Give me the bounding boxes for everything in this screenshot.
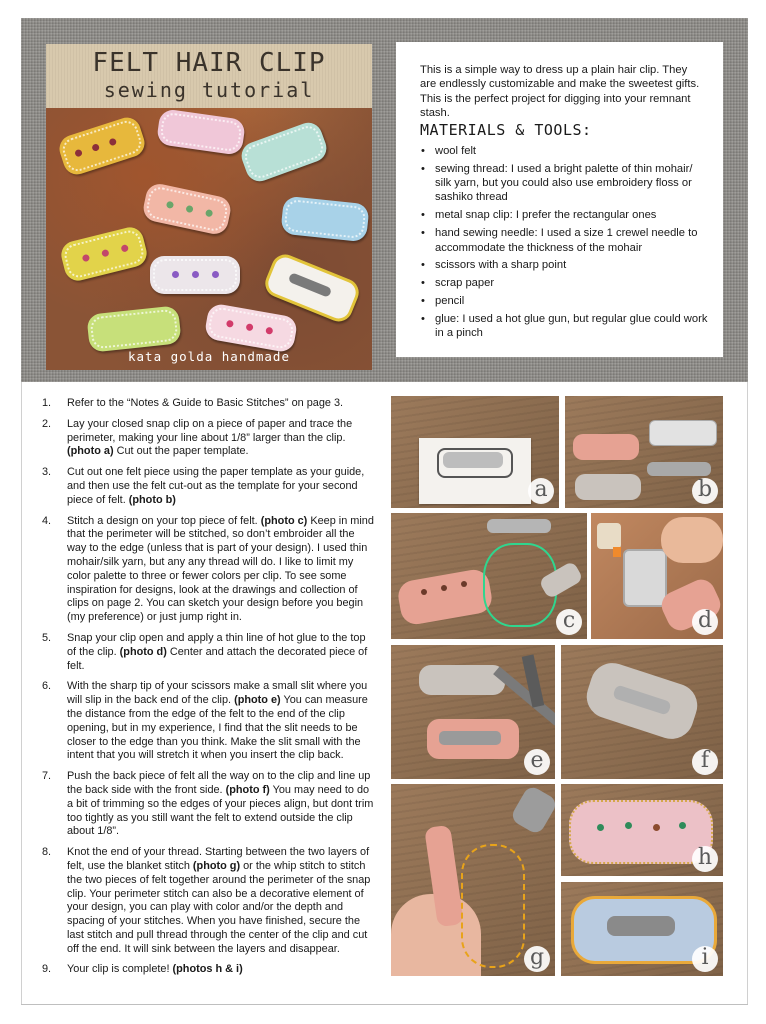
hero-photo [46, 44, 372, 370]
felt-clip-orange [56, 114, 148, 178]
step-item [42, 770, 374, 839]
step-text: Refer to the “Notes & Guide to Basic Stitches” on page 3. [67, 397, 344, 409]
step-number: 8. [42, 846, 52, 859]
materials-item: • scrap paper [420, 276, 710, 290]
intro-panel [396, 42, 723, 357]
photo-a [391, 396, 559, 508]
felt-clip-pink-bottom [204, 302, 299, 353]
photo-e [391, 645, 555, 779]
photo-label-i: i [692, 946, 718, 972]
photo-label-c: c [556, 609, 582, 635]
step-item [42, 466, 374, 507]
materials-list [420, 144, 710, 344]
photo-label-d: d [692, 609, 718, 635]
step-text: With the sharp tip of your scissors make a small slit where you will slip in the back end of the clip. [67, 680, 368, 707]
step-text: Push the back piece of felt all the way on to the clip and line up the back side with the front side. [67, 770, 371, 796]
step-number: 9. [42, 963, 52, 976]
step-number: 2. [42, 417, 52, 430]
photo-reference: (photo e) [234, 694, 281, 707]
step-text: Snap your clip open and apply a thin line of hot glue to the top of the clip. [67, 631, 366, 658]
photo-d [591, 513, 723, 639]
materials-heading: MATERIALS & TOOLS: [420, 121, 592, 139]
page-border-left [21, 382, 22, 1005]
hero-subtitle: sewing tutorial [103, 78, 315, 102]
photo-reference: (photo d) [119, 645, 167, 658]
felt-clip-peach [141, 181, 233, 236]
step-item [42, 632, 374, 673]
step-text: or the whip stitch to stitch the two pieces of felt together around the perimeter of the snap clip. Your perimeter stitch can also be a decorative element of your design, you can play with color and/or the depth and spacing of your stitches. When you have finished, secure the last stitch and pull thread through the center of the clip and cut off the end. It will sink between the layers and disappear. [67, 859, 371, 955]
step-item [42, 418, 374, 459]
step-text: Knot the end of your thread. Starting between the two layers of felt, use the blanket stitch [67, 846, 370, 872]
photo-reference: (photo b) [128, 493, 176, 506]
photo-reference: (photos h & i) [172, 963, 243, 976]
header-band [21, 18, 748, 382]
step-text: Center and attach the decorated piece of felt. [67, 645, 368, 672]
intro-text: This is a simple way to dress up a plain hair clip. They are endlessly customizable and make the sweetest gifts. This is the perfect project for digging into your remnant stash. [420, 64, 700, 119]
photo-label-a: a [528, 478, 554, 504]
step-item [42, 397, 374, 411]
step-item [42, 963, 374, 977]
photo-f [561, 645, 723, 779]
materials-item: • scissors with a sharp point [420, 258, 710, 272]
felt-clip-blue [280, 196, 370, 243]
step-number: 5. [42, 631, 52, 644]
photo-reference: (photo c) [260, 514, 308, 527]
photo-h [561, 784, 723, 876]
photo-i [561, 882, 723, 976]
hero-title-band [46, 44, 372, 108]
step-item [42, 515, 374, 625]
step-item [42, 680, 374, 763]
step-number: 1. [42, 397, 52, 409]
hero-credit: kata golda handmade [128, 349, 290, 364]
photo-c [391, 513, 587, 639]
photo-reference: (photo a) [67, 445, 114, 458]
step-text: Keep in mind that the perimeter will be stitched, so don’t embroider all the way to the edge (unless that is part of your design). I used thin mohair/silk yarn, but any any thread will do. I like to limit my color palette to three or fewer colors per clip. To see some inspiration for designs, look at the drawings and collection of clips on page 2. You can sketch your design before you begin (my preference) or just jump right in. [67, 514, 374, 624]
materials-item: • hand sewing needle: I used a size 1 crewel needle to accommodate the thickness of the mohair [420, 226, 710, 255]
step-number: 6. [42, 680, 52, 693]
materials-item: • pencil [420, 294, 710, 308]
photo-label-h: h [692, 846, 718, 872]
hero-title: FELT HAIR CLIP [92, 48, 326, 78]
photo-g [391, 784, 555, 976]
step-text: You may need to do a bit of trimming so the edges of your pieces align, but dont trim too tightly as you still want the felt to extend outside the clip about 1/8”. [67, 783, 374, 838]
step-text: Lay your closed snap clip on a piece of paper and trace the perimeter, making your line about 1/8” larger than the clip. [67, 417, 353, 444]
materials-item: • wool felt [420, 144, 710, 158]
felt-clip-yellow [58, 224, 149, 283]
step-text: Cut out the paper template. [113, 445, 249, 458]
photo-label-f: f [692, 749, 718, 775]
felt-clip-green [86, 305, 181, 352]
photo-b [565, 396, 723, 508]
photo-label-g: g [524, 946, 550, 972]
materials-item: • metal snap clip: I prefer the rectangular ones [420, 208, 710, 222]
step-number: 4. [42, 514, 52, 527]
photo-label-e: e [524, 749, 550, 775]
instruction-steps [42, 397, 374, 984]
step-number: 7. [42, 770, 52, 783]
felt-clip-pink-top [156, 108, 246, 156]
photo-label-b: b [692, 478, 718, 504]
page-border-bottom [21, 1004, 748, 1005]
step-item [42, 846, 374, 956]
page-border-right [747, 382, 748, 1005]
felt-clip-mint [238, 119, 331, 185]
step-text: You can measure the distance from the edge of the felt to the end of the clip opening, but in my experience, I find that the slit needs to be closer to the edge than you think. Make the slit small with the intent that you will stretch it when you insert the clip back. [67, 694, 368, 762]
photo-reference: (photo g) [192, 859, 241, 872]
step-text: Stitch a design on your top piece of felt. [67, 514, 261, 527]
materials-item: • glue: I used a hot glue gun, but regular glue could work in a pinch [420, 312, 710, 341]
step-text: Your clip is complete! [67, 963, 173, 976]
step-number: 3. [42, 466, 52, 479]
photo-reference: (photo f) [225, 783, 270, 796]
felt-clip-lilac [150, 256, 240, 294]
materials-item: • sewing thread: I used a bright palette of thin mohair/ silk yarn, but you could also use embroidery floss or sashiko thread [420, 162, 710, 205]
step-text: Cut out one felt piece using the paper template as your guide, and then use the felt cut-out as the template for your second piece of felt. [67, 466, 365, 506]
